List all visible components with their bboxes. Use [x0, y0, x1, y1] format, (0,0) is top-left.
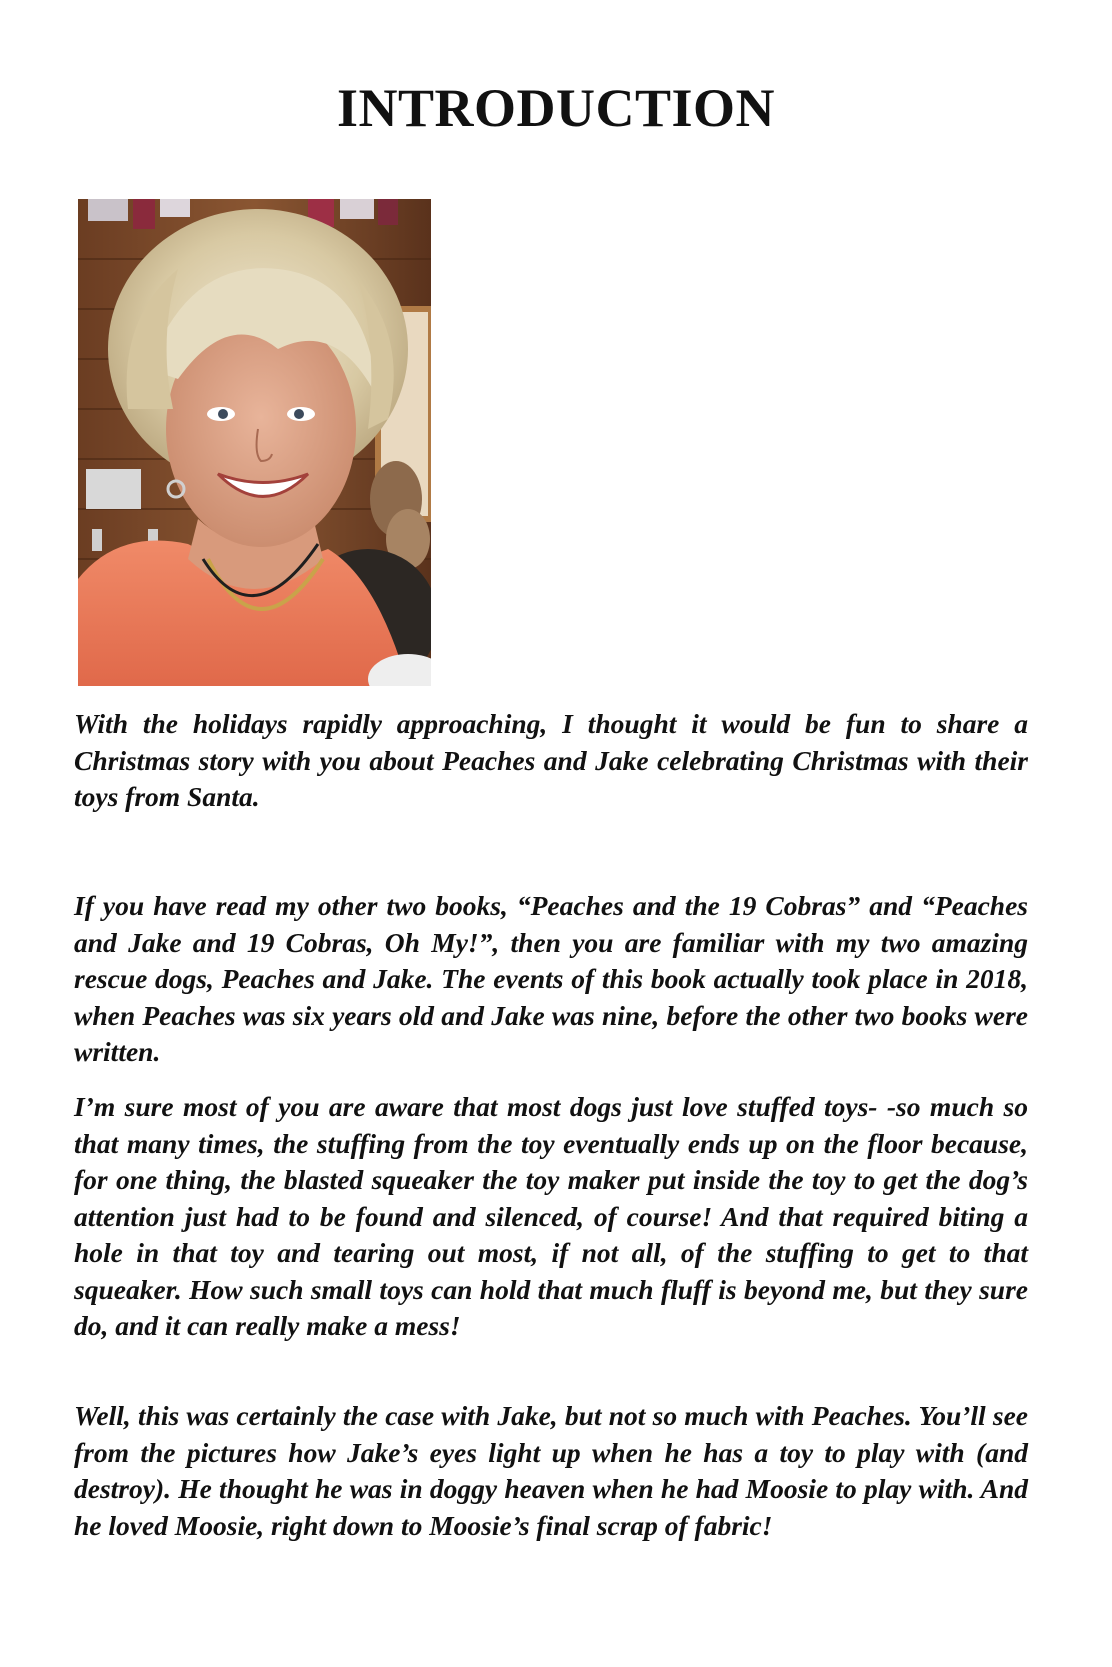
intro-paragraph: Well, this was certainly the case with Jake, but not so much with Peaches. You’ll see from the pictures how Jake’s eyes light up when he has a toy to play with (and destroy). He thought he was in doggy heaven when he had Moosie to play with. And he loved Moosie, right down to Moosie’s final scrap of fabric!: [74, 1400, 1028, 1541]
intro-paragraph: If you have read my other two books, “Peaches and the 19 Cobras” and “Peaches and Jake and 19 Cobras, Oh My!”, then you are familiar with my two amazing rescue dogs, Peaches and Jake. The events of this book actually took place in 2018, when Peaches was six years old and Jake was nine, before the other two books were written.: [74, 890, 1028, 1067]
intro-paragraph: I’m sure most of you are aware that most dogs just love stuffed toys- -so much so that many times, the stuffing from the toy eventually ends up on the floor because, for one thing, the blasted squeaker the toy maker put inside the toy to get the dog’s attention just had to be found and silenced, of course! And that required biting a hole in that toy and tearing out most, if not all, of the stuffing to get to that squeaker. How such small toys can hold that much fluff is beyond me, but they sure do, and it can really make a mess!: [74, 1091, 1028, 1341]
intro-paragraph: With the holidays rapidly approaching, I thought it would be fun to share a Christmas story with you about Peaches and Jake celebrating Christmas with their toys from Santa.: [74, 708, 1028, 812]
page-title: INTRODUCTION: [336, 78, 776, 138]
author-portrait-photo: [78, 199, 431, 686]
